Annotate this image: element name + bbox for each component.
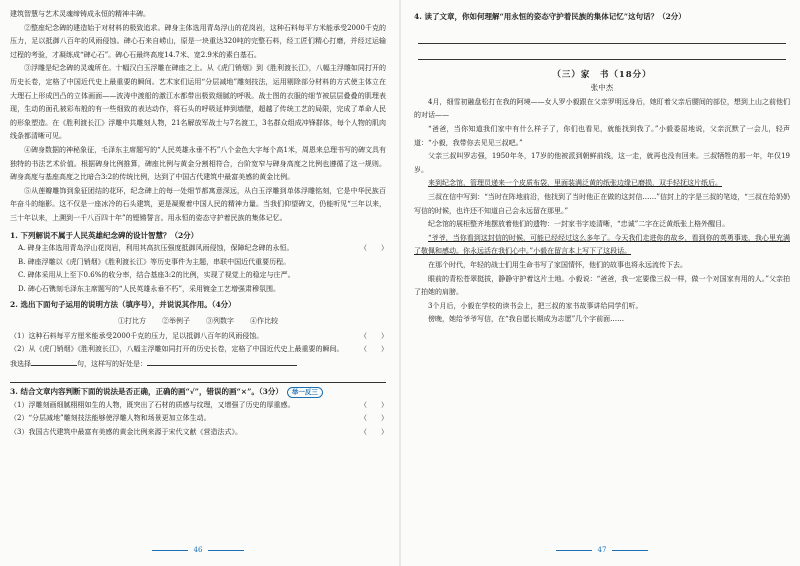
- question-item-text: （1）这种石料每平方厘米能承受2000千克的压力，足以抵御八百年的风雨侵蚀。: [10, 331, 264, 340]
- question-item-text: （2）从《虎门销烟》《胜利渡长江》，八幅主浮雕如同打开的历史长卷，定格了中国近代史上最重要的瞬间。: [10, 345, 344, 354]
- judge-item-text: （1）浮雕刻画细腻栩栩如生的人物，既突出了石材的质感与纹理，又增强了历史的厚重感。: [10, 400, 295, 409]
- question-1: [10, 229, 386, 296]
- article-paragraph: ③浮雕是纪念碑的灵魂所在。十幅汉白玉浮雕在碑座之上。从《虎门销烟》到《胜利渡长江》，八幅主浮雕如同打开的历史长卷，定格了中国近代史上最重要的瞬间。艺术家们运用“分层减地”雕刻技法，运用剔除部分材料的方式使主体立在大理石上形成凹凸的立体画面——波涛中渡船的激江水都带出极致细腻的呼吸。战士图的衣服的细节被层层叠叠的肌理表现，生动的面孔被彩布般的有一些细致的表达动作，将石头的呼吸延伸到墙壁，超越了传统工艺的局限，完成了革命人民的形象塑造。在《胜利渡长江》浮雕中共雕刻人物，21名解放军战士与7名渡工，3名群众组成冲锋群体，每个人物的肌肉线条都清晰可见。: [10, 64, 386, 141]
- answer-line[interactable]: [418, 32, 786, 44]
- method-choices: [10, 314, 386, 328]
- answer-blank[interactable]: [147, 357, 297, 366]
- choice-option[interactable]: [18, 283, 386, 296]
- page-number-right: 47: [414, 546, 790, 554]
- book-gutter: [399, 0, 401, 566]
- story-paragraph: 父亲三叔叫罗志强，1950年冬，17岁的他被派到朝鲜前线，这一走，就再也没有回来。三叔牺牲的那一年，年仅19岁。: [414, 152, 790, 174]
- choice-option-text: C. 碑体采用从上至下0.6%的收分率，结合基座3:2的比例，实现了视觉上的稳定与庄严。: [18, 271, 295, 280]
- question-4-title: 4. 读了文章，你如何理解“用永恒的姿态守护着民族的集体记忆”这句话？（2分）: [414, 12, 686, 21]
- answer-paren[interactable]: （ ）: [360, 400, 388, 409]
- question-2-title: 2. 选出下面句子运用的说明方法（填序号），并说说其作用。（4分）: [10, 299, 236, 309]
- answer-paren[interactable]: （ ）: [360, 244, 388, 253]
- answer-line[interactable]: [10, 371, 386, 383]
- left-page: [10, 8, 386, 558]
- answer-paren[interactable]: （ ）: [360, 427, 388, 436]
- article-paragraph: 建筑智慧与艺术灵魂缔铸成永恒的精神丰碑。: [10, 10, 150, 18]
- story-paragraph: 三叔在信中写到：“当时在阵地前沿，他找到了当时他正在做的这封信……”信封上的字是三叔的笔迹，“三叔在给奶奶写信的时候，也许还不知道自己会永远留在那里。”: [414, 192, 790, 215]
- story-paragraph: 眼前的青松苍翠挺拔，静静守护着这片土地。小毅说：“爸爸，我一定要像三叔一样，做一个对国家有用的人。”父亲拍了拍她的肩膀。: [414, 274, 790, 297]
- answer-paren[interactable]: （ ）: [360, 331, 388, 340]
- article-paragraph: ④碑身数据的神秘象征，毛泽东主席题写的“人民英雄永垂不朽”八个金色大字每个高1米，周恩来总理书写的碑文具有独特的书法艺术价值。根据碑身比例推算，碑座比例与黄金分割相符合，台阶宽窄与碑身高度之比例也遵循了这一规则。碑身高度与基座高度之比暗合3:2的传统比例，达到了中国古代建筑中最富美感的黄金比例。: [10, 145, 386, 182]
- choice-option-text: D. 碑心石镌刻毛泽东主席题写的“人民英雄永垂不朽”，采用镀金工艺增强肃穆氛围。: [18, 284, 280, 293]
- story-paragraph: 4月，细雪初融盘松打在我的阿境——女人罗小毅跟在父亲罗明远身后，她盯着父亲后腰间的部位，想到上山之前他们的对话——: [414, 97, 790, 120]
- question-item: [10, 343, 386, 356]
- question-2-fill: 我选择 句，这样写的好处是：: [10, 357, 386, 372]
- judge-item: [10, 399, 386, 412]
- method-option: ②举例子: [162, 316, 190, 325]
- method-option: ③列数字: [206, 316, 234, 325]
- story-paragraph: 3个月后，小毅在学校的读书会上，把三叔的家书故事讲给同学们听。: [428, 301, 643, 310]
- story-paragraph: 纪念馆的展柜整齐地摆放着他们的遗物：一封家书字迹清晰，“忠诚”二字在泛黄纸张上格外醒目。: [428, 220, 730, 229]
- choice-option[interactable]: [18, 256, 386, 269]
- judge-item-text: （3）我国古代建筑中最富有美感的黄金比例来源于宋代文献《营造法式》。: [10, 427, 242, 436]
- choice-option-text: B. 碑座浮雕以《虎门销烟》《胜利渡长江》等历史事件为主题，串联中国近代重要历程。: [18, 257, 291, 266]
- choice-option[interactable]: [18, 269, 386, 282]
- question-4: [414, 10, 790, 60]
- article-paragraph: ⑤从莲瓣雕饰到象征团结的花环，纪念碑上的每一处细节都寓意深远，从白玉浮雕到单体浮雕铭刻，它是中华民族百年奋斗的缩影。这不仅是一座冰冷的石头建筑，更是凝聚着中国人民的精神力量。当我们仰望碑文，仍能听见“三年以来，三十年以来，上溯到一千八百四十年”的铿锵誓言。用永恒的姿态守护着民族的集体记忆。: [10, 186, 386, 222]
- left-article: [10, 8, 386, 226]
- page-number-left: 46: [10, 546, 386, 554]
- judge-item: [10, 426, 386, 439]
- question-3: [10, 385, 386, 439]
- answer-paren[interactable]: （ ）: [360, 345, 388, 354]
- story-paragraph: “爸爸，当你知道我们家中有什么样子了，你们也看见，就能找到我了。”小毅委屈地说，父亲沉默了一会儿，轻声道：“小毅，我带你去见见三叔吧。”: [414, 124, 790, 147]
- answer-paren[interactable]: （ ）: [360, 414, 388, 423]
- right-article: [414, 96, 790, 327]
- author-name: 张中杰: [590, 82, 614, 92]
- tag-badge: 举一反三: [287, 387, 323, 398]
- question-2: [10, 298, 386, 383]
- choice-option[interactable]: [18, 242, 386, 255]
- choice-option-text: A. 碑身主体选用青岛浮山花岗岩，利用其高抗压强度抵御风雨侵蚀，保障纪念碑的永恒。: [18, 244, 294, 253]
- question-1-title: 1. 下列解说不属于人民英雄纪念碑的设计智慧？（2分）: [10, 230, 199, 240]
- judge-item: [10, 412, 386, 425]
- answer-blank[interactable]: [31, 357, 77, 366]
- story-paragraph: “爷爷，当你看到这封信的时候，可能已经经过这么多年了。今天我们走进你的故乡，看到你的英勇事迹，我心里充满了敬佩和感动。你永远活在我们心中。”小毅在留言本上写下了这段话。: [414, 233, 790, 256]
- story-paragraph: 在那个时代，年轻的战士们用生命书写了家国情怀，他们的故事也将永远流传下去。: [428, 260, 687, 269]
- section-title: （三）家 书（18分）: [552, 69, 652, 80]
- method-option: ④作比较: [250, 316, 278, 325]
- story-paragraph: 傍晚，她给爷爷写信，在“我自愿长期成为志愿”几个字前面……: [428, 315, 625, 324]
- right-page: [414, 8, 790, 558]
- story-paragraph: 来到纪念馆，管理员递来一个皮质布袋，里面装满泛黄的纸张边缘已磨损，双手轻抚这片纸后。: [428, 179, 722, 188]
- judge-item-text: （2）“分层减地”雕刻技法能够使浮雕人物和场景更加立体生动。: [10, 414, 211, 423]
- question-item: [10, 330, 386, 343]
- question-3-title: 3. 结合文章内容判断下面的说法是否正确，正确的画“√”，错误的画“×”。（3分） 举一反三: [10, 385, 386, 399]
- answer-line[interactable]: [418, 48, 786, 60]
- article-paragraph: ②整座纪念碑的建造始于对材料的极致追求。碑身主体选用青岛浮山的花岗岩，这种石料每平方米能承受2000千克的压力，足以抵御八百年的风雨侵蚀。碑心石来自崂山，原是一块重达320吨的完整石料，经工匠们精心打磨，并经过运输过程的考验，才凝练成“碑心石”。碑心石最终高度14.7米、宽2.9米的素白基石。: [10, 23, 386, 59]
- method-option: ①打比方: [118, 316, 146, 325]
